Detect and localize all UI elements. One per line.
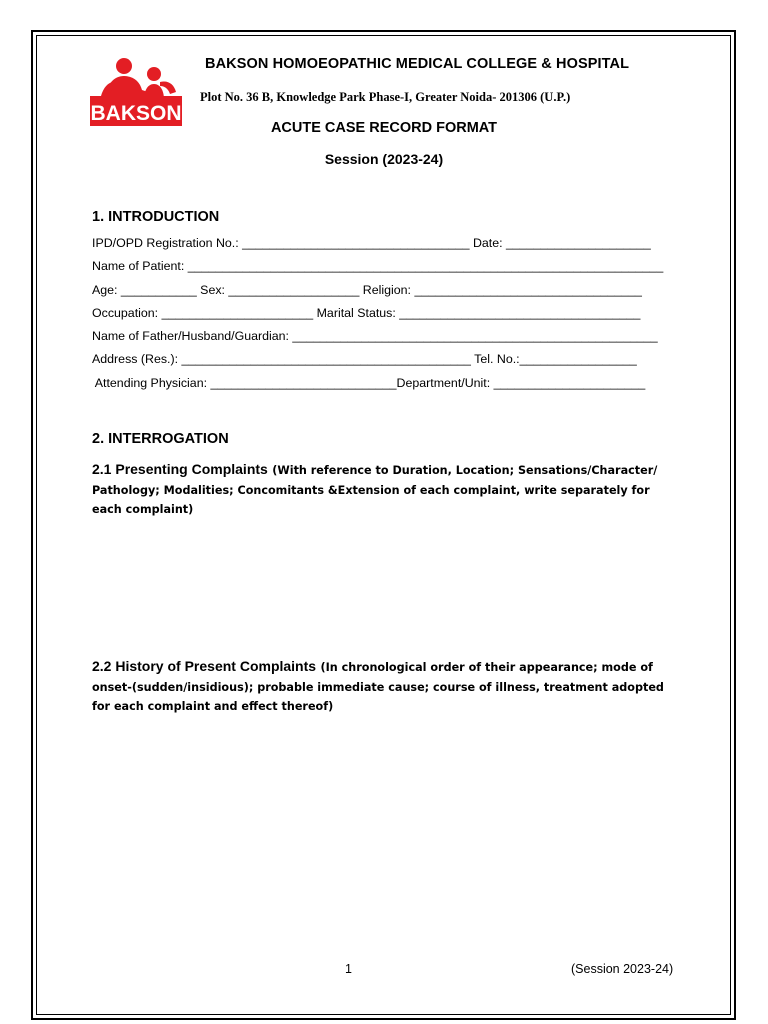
page-border-inner xyxy=(36,35,731,1015)
registration-date-field[interactable]: IPD/OPD Registration No.: _________________________________ Date: _____________________ xyxy=(92,236,651,250)
presenting-complaints-note: (With reference to Duration, Location; Sensations/Character/ Pathology; Modalities; Concomitants &Extension of each complaint, write separately for each complaint) xyxy=(92,464,658,516)
guardian-name-field[interactable]: Name of Father/Husband/Guardian: _____________________________________________________ xyxy=(92,329,658,343)
presenting-complaints-block xyxy=(92,460,672,520)
session-label: Session (2023-24) xyxy=(324,151,444,167)
introduction-heading: 1. INTRODUCTION xyxy=(92,209,220,225)
college-address: Plot No. 36 B, Knowledge Park Phase-I, Greater Noida- 201306 (U.P.) xyxy=(200,90,571,104)
bakson-logo xyxy=(88,54,184,128)
page-number: 1 xyxy=(345,962,352,976)
svg-text:BAKSON: BAKSON xyxy=(90,102,182,125)
college-name: BAKSON HOMOEOPATHIC MEDICAL COLLEGE & HOSPITAL xyxy=(205,56,630,72)
age-sex-religion-field[interactable]: Age: ___________ Sex: ___________________ Religion: _________________________________ xyxy=(92,283,642,297)
footer-session: (Session 2023-24) xyxy=(571,962,674,976)
occupation-marital-field[interactable]: Occupation: ______________________ Marital Status: ___________________________________ xyxy=(92,306,641,320)
history-complaints-block xyxy=(92,657,672,717)
form-title: ACUTE CASE RECORD FORMAT xyxy=(270,120,498,136)
patient-name-field[interactable]: Name of Patient: _____________________________________________________________________ xyxy=(92,259,664,273)
physician-department-field[interactable]: Attending Physician: ___________________________Department/Unit: ______________________ xyxy=(92,376,646,390)
presenting-complaints-title: 2.1 Presenting Complaints xyxy=(92,461,268,477)
interrogation-heading: 2. INTERROGATION xyxy=(92,431,229,447)
history-complaints-title: 2.2 History of Present Complaints xyxy=(92,658,317,674)
address-tel-field[interactable]: Address (Res.): __________________________________________ Tel. No.:_________________ xyxy=(92,352,637,366)
history-complaints-note: (In chronological order of their appearance; mode of onset-(sudden/insidious); probable immediate cause; course of illness, treatment adopted for each complaint and effect thereof) xyxy=(92,661,664,713)
